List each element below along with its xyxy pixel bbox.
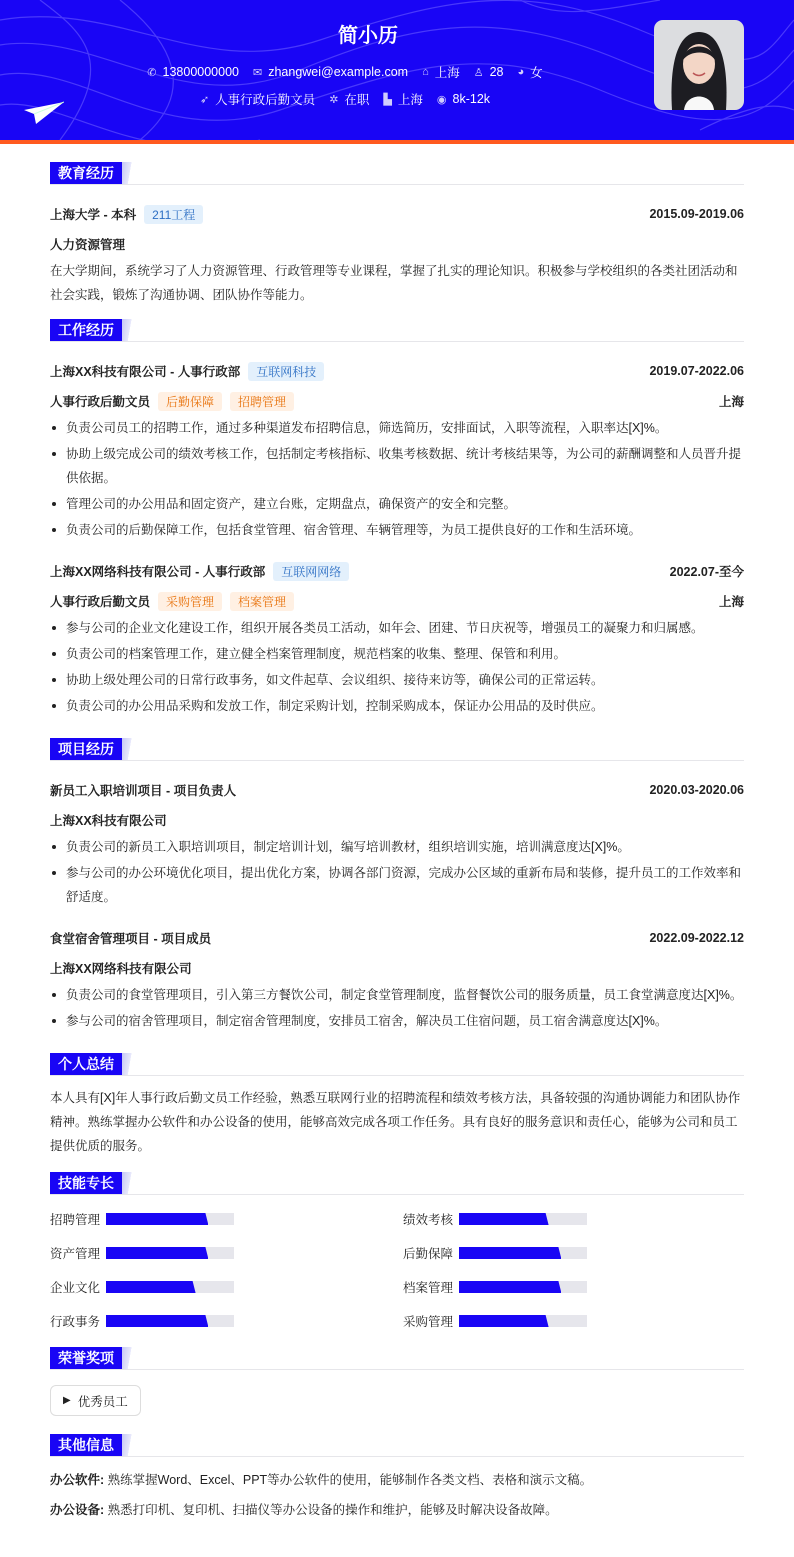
bullet: 负责公司的后勤保障工作，包括食堂管理、宿舍管理、车辆管理等，为员工提供良好的工作和生活环境。 [50, 518, 744, 542]
section-title: 项目经历 [50, 738, 122, 760]
section-title: 荣誉奖项 [50, 1347, 122, 1369]
city [383, 90, 422, 108]
phone-icon: ✆ [147, 66, 157, 79]
avatar [654, 20, 744, 110]
spacer [50, 720, 744, 732]
skill-name: 采购管理 [403, 1315, 454, 1329]
skill-bar-fill [106, 1281, 196, 1293]
send-icon: ➶ [199, 93, 210, 106]
skill-item [50, 1243, 403, 1263]
phone [147, 63, 239, 81]
skill-tag: 后勤保障 [158, 392, 222, 411]
skill-bar [459, 1281, 587, 1293]
skill-bar-fill [459, 1315, 549, 1327]
section-awards [50, 1347, 744, 1370]
skill-item [50, 1209, 403, 1229]
position [200, 90, 315, 108]
skill-name: 后勤保障 [403, 1247, 454, 1261]
bullet: 协助上级处理公司的日常行政事务，如文件起草、会议组织、接待来访等，确保公司的正常运转。 [50, 668, 744, 692]
project-name: 食堂宿舍管理项目 - 项目成员 [50, 932, 212, 946]
other-item [50, 1495, 744, 1525]
skill-item [403, 1311, 744, 1331]
section-skills [50, 1172, 744, 1195]
skill-tag: 采购管理 [158, 592, 222, 611]
skill-item [403, 1209, 744, 1229]
skill-item [50, 1311, 403, 1331]
award-item[interactable] [50, 1385, 141, 1416]
age-text: 28 [489, 65, 504, 79]
contact-row [0, 63, 690, 81]
skill-tag: 档案管理 [230, 592, 294, 611]
gender-text: 女 [530, 66, 543, 80]
home-icon: ⌂ [422, 66, 429, 78]
bullet: 负责公司的档案管理工作，建立健全档案管理制度，规范档案的收集、整理、保管和利用。 [50, 642, 744, 666]
skill-bar [106, 1213, 234, 1225]
school: 上海大学 - 本科 [50, 208, 137, 222]
section-title: 个人总结 [50, 1053, 122, 1075]
date: 2020.03-2020.06 [649, 783, 744, 797]
paper-plane-icon [24, 100, 64, 124]
industry-tag: 互联网科技 [248, 362, 324, 381]
project-header [50, 775, 744, 805]
building-icon: ▙ [383, 93, 392, 106]
skill-item [403, 1243, 744, 1263]
skill-bar [459, 1213, 587, 1225]
resume-body [50, 162, 744, 1525]
skill-bar-fill [459, 1213, 549, 1225]
bullet: 管理公司的办公用品和固定资产，建立台账，定期盘点，确保资产的安全和完整。 [50, 492, 744, 516]
resume-header [0, 0, 794, 140]
bullet: 负责公司的办公用品采购和发放工作，制定采购计划，控制采购成本，保证办公用品的及时供应。 [50, 694, 744, 718]
email-text: zhangwei@example.com [268, 65, 409, 79]
bullet: 负责公司员工的招聘工作，通过多种渠道发布招聘信息，筛选简历，安排面试，入职等流程，入职率达[X]%。 [50, 416, 744, 440]
section-title: 工作经历 [50, 319, 122, 341]
date: 2022.09-2022.12 [649, 931, 744, 945]
cake-icon: ♙ [473, 66, 484, 79]
bullet: 负责公司的食堂管理项目，引入第三方餐饮公司，制定食堂管理制度，监督餐饮公司的服务质量，员工食堂满意度达[X]%。 [50, 983, 744, 1007]
skill-name: 档案管理 [403, 1281, 454, 1295]
bullet-list [50, 416, 744, 542]
skill-tag: 招聘管理 [230, 392, 294, 411]
project-company: 上海XX网络科技有限公司 [50, 962, 192, 976]
award-label: 优秀员工 [77, 1394, 128, 1409]
skill-name: 绩效考核 [403, 1213, 454, 1227]
summary-text: 本人具有[X]年人事行政后勤文员工作经验，熟悉互联网行业的招聘流程和绩效考核方法，具备较强的沟通协调能力和团队协作精神。熟练掌握办公软件和办公设备的使用，能够高效完成各项工作任务。具有良好的服务意识和责任心，能够为公司和员工提供优质的服务。 [50, 1091, 741, 1153]
date: 2015.09-2019.06 [649, 207, 744, 221]
project-header [50, 923, 744, 953]
skill-bar [106, 1247, 234, 1259]
skill-name: 资产管理 [50, 1247, 101, 1261]
skill-item [50, 1277, 403, 1297]
company: 上海XX网络科技有限公司 - 人事行政部 [50, 565, 266, 579]
age [474, 63, 504, 81]
skill-bar-fill [106, 1315, 208, 1327]
role-line [50, 386, 744, 416]
user-icon: ◕ [517, 66, 525, 78]
coin-icon: ◉ [436, 93, 447, 106]
skill-bar-fill [459, 1281, 561, 1293]
work-item-header [50, 556, 744, 586]
skill-name: 企业文化 [50, 1281, 101, 1295]
location [422, 63, 460, 81]
job-intent-row [0, 90, 690, 108]
skill-bar [459, 1247, 587, 1259]
education-item [50, 199, 744, 229]
company: 上海XX科技有限公司 - 人事行政部 [50, 365, 241, 379]
section-summary [50, 1053, 744, 1076]
other-label: 办公软件: [50, 1473, 105, 1487]
salary-text: 8k-12k [452, 92, 491, 106]
phone-text: 13800000000 [162, 65, 239, 79]
skill-item [403, 1277, 744, 1297]
city-text: 上海 [397, 93, 423, 107]
role-line [50, 586, 744, 616]
skill-bar [459, 1315, 587, 1327]
other-text: 熟练掌握Word、Excel、PPT等办公软件的使用，能够制作各类文档、表格和演示文稿。 [107, 1473, 593, 1487]
section-education [50, 162, 744, 185]
city: 上海 [718, 595, 744, 609]
gear-icon: ✲ [329, 93, 339, 106]
education-desc: 在大学期间，系统学习了人力资源管理、行政管理等专业课程，掌握了扎实的理论知识。积极参与学校组织的各类社团活动和社会实践，锻炼了沟通协调、团队协作等能力。 [50, 264, 738, 302]
gender [518, 63, 543, 81]
section-work [50, 319, 744, 342]
role: 人事行政后勤文员 [50, 595, 151, 609]
section-title: 技能专长 [50, 1172, 122, 1194]
date: 2022.07-至今 [669, 565, 744, 579]
date: 2019.07-2022.06 [649, 364, 744, 378]
project-name: 新员工入职培训项目 - 项目负责人 [50, 784, 237, 798]
position-text: 人事行政后勤文员 [215, 93, 316, 107]
bullet: 参与公司的办公环境优化项目，提出优化方案，协调各部门资源，完成办公区域的重新布局和装修，提升员工的工作效率和舒适度。 [50, 861, 744, 909]
other-item [50, 1465, 744, 1495]
status [329, 90, 369, 108]
bullet: 负责公司的新员工入职培训项目，制定培训计划，编写培训教材，组织培训实施，培训满意度达[X]%。 [50, 835, 744, 859]
status-text: 在职 [344, 93, 370, 107]
skill-bar-fill [106, 1213, 208, 1225]
section-other [50, 1434, 744, 1457]
skill-bar [106, 1315, 234, 1327]
play-icon: ▶ [63, 1395, 71, 1406]
skill-bar-fill [459, 1247, 561, 1259]
accent-stripe [0, 140, 794, 144]
bullet: 参与公司的宿舍管理项目，制定宿舍管理制度，安排员工宿舍，解决员工住宿问题，员工宿舍满意度达[X]%。 [50, 1009, 744, 1033]
bullet-list [50, 835, 744, 909]
project-company: 上海XX科技有限公司 [50, 814, 167, 828]
role: 人事行政后勤文员 [50, 395, 151, 409]
section-title: 其他信息 [50, 1434, 122, 1456]
industry-tag: 互联网网络 [273, 562, 349, 581]
city: 上海 [718, 395, 744, 409]
other-label: 办公设备: [50, 1503, 105, 1517]
bullet-list [50, 616, 744, 718]
section-title: 教育经历 [50, 162, 122, 184]
mail-icon: ✉ [253, 66, 263, 79]
section-projects [50, 738, 744, 761]
skill-bar-fill [106, 1247, 208, 1259]
email [253, 63, 408, 81]
skill-name: 招聘管理 [50, 1213, 101, 1227]
bullet-list [50, 983, 744, 1033]
bullet: 协助上级完成公司的绩效考核工作，包括制定考核指标、收集考核数据、统计考核结果等，为公司的薪酬调整和人员晋升提供依据。 [50, 442, 744, 490]
skill-name: 行政事务 [50, 1315, 101, 1329]
spacer [50, 911, 744, 923]
skill-bar [106, 1281, 234, 1293]
location-text: 上海 [434, 66, 460, 80]
spacer [50, 1035, 744, 1047]
school-tag: 211工程 [144, 205, 203, 224]
work-item-header [50, 356, 744, 386]
salary [437, 90, 490, 108]
other-text: 熟悉打印机、复印机、扫描仪等办公设备的操作和维护，能够及时解决设备故障。 [107, 1503, 558, 1517]
candidate-name: 简小历 [338, 25, 398, 47]
spacer [50, 544, 744, 556]
major: 人力资源管理 [50, 238, 126, 252]
bullet: 参与公司的企业文化建设工作，组织开展各类员工活动，如年会、团建、节日庆祝等，增强员工的凝聚力和归属感。 [50, 616, 744, 640]
